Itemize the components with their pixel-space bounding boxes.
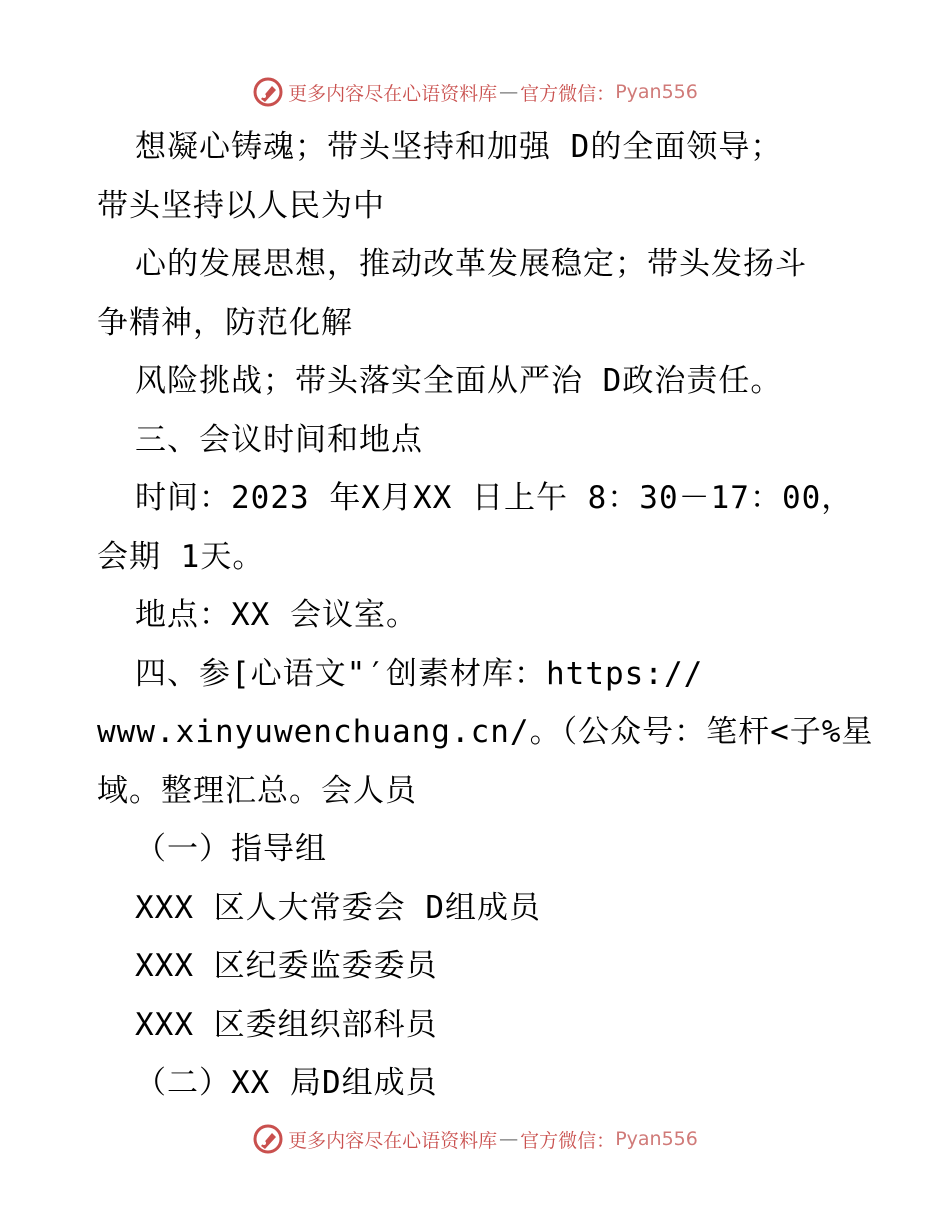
list-item: XXX 区纪委监委委员 [135, 948, 438, 984]
body-line: www.xinyuwenchuang.cn/。（公众号：笔杆<子%星 [97, 714, 874, 750]
body-line: 时间：2023 年X月XX 日上午 8：30－17：00， [135, 480, 854, 516]
subsection-heading: （二）XX 局D组成员 [135, 1065, 438, 1101]
body-line: 域。整理汇总。会人员 [97, 772, 417, 809]
watermark-handle: Pyan556 [615, 1128, 698, 1150]
pen-nib-icon [252, 76, 284, 108]
watermark-sub-text: 官方微信： [520, 1129, 616, 1152]
watermark-main-text: 更多内容尽在心语资料库 [288, 1129, 498, 1152]
list-item: XXX 区委组织部科员 [135, 1006, 438, 1043]
section-heading: 四、参[心语文"′创素材库：https:// [135, 655, 704, 692]
body-line: 争精神，防范化解 [97, 304, 353, 341]
section-heading: 三、会议时间和地点 [135, 421, 423, 458]
body-line: 风险挑战；带头落实全面从严治 D政治责任。 [135, 363, 783, 399]
subsection-heading: （一）指导组 [135, 831, 327, 867]
watermark-separator: — [499, 1128, 519, 1150]
list-item: XXX 区人大常委会 D组成员 [135, 889, 541, 926]
body-line: 会期 1天。 [97, 538, 265, 575]
body-line: 带头坚持以人民为中 [97, 187, 385, 224]
watermark-handle: Pyan556 [615, 81, 698, 103]
watermark-separator: — [499, 81, 519, 103]
pen-nib-icon [252, 1123, 284, 1155]
footer-watermark [0, 1119, 950, 1159]
watermark-main-text: 更多内容尽在心语资料库 [288, 82, 498, 105]
watermark-sub-text: 官方微信： [520, 82, 616, 105]
document-body [97, 118, 874, 1113]
body-line: 想凝心铸魂；带头坚持和加强 D的全面领导； [135, 129, 783, 165]
body-line: 心的发展思想，推动改革发展稳定；带头发扬斗 [135, 246, 807, 282]
body-line: 地点：XX 会议室。 [135, 597, 418, 633]
header-watermark [0, 72, 950, 112]
